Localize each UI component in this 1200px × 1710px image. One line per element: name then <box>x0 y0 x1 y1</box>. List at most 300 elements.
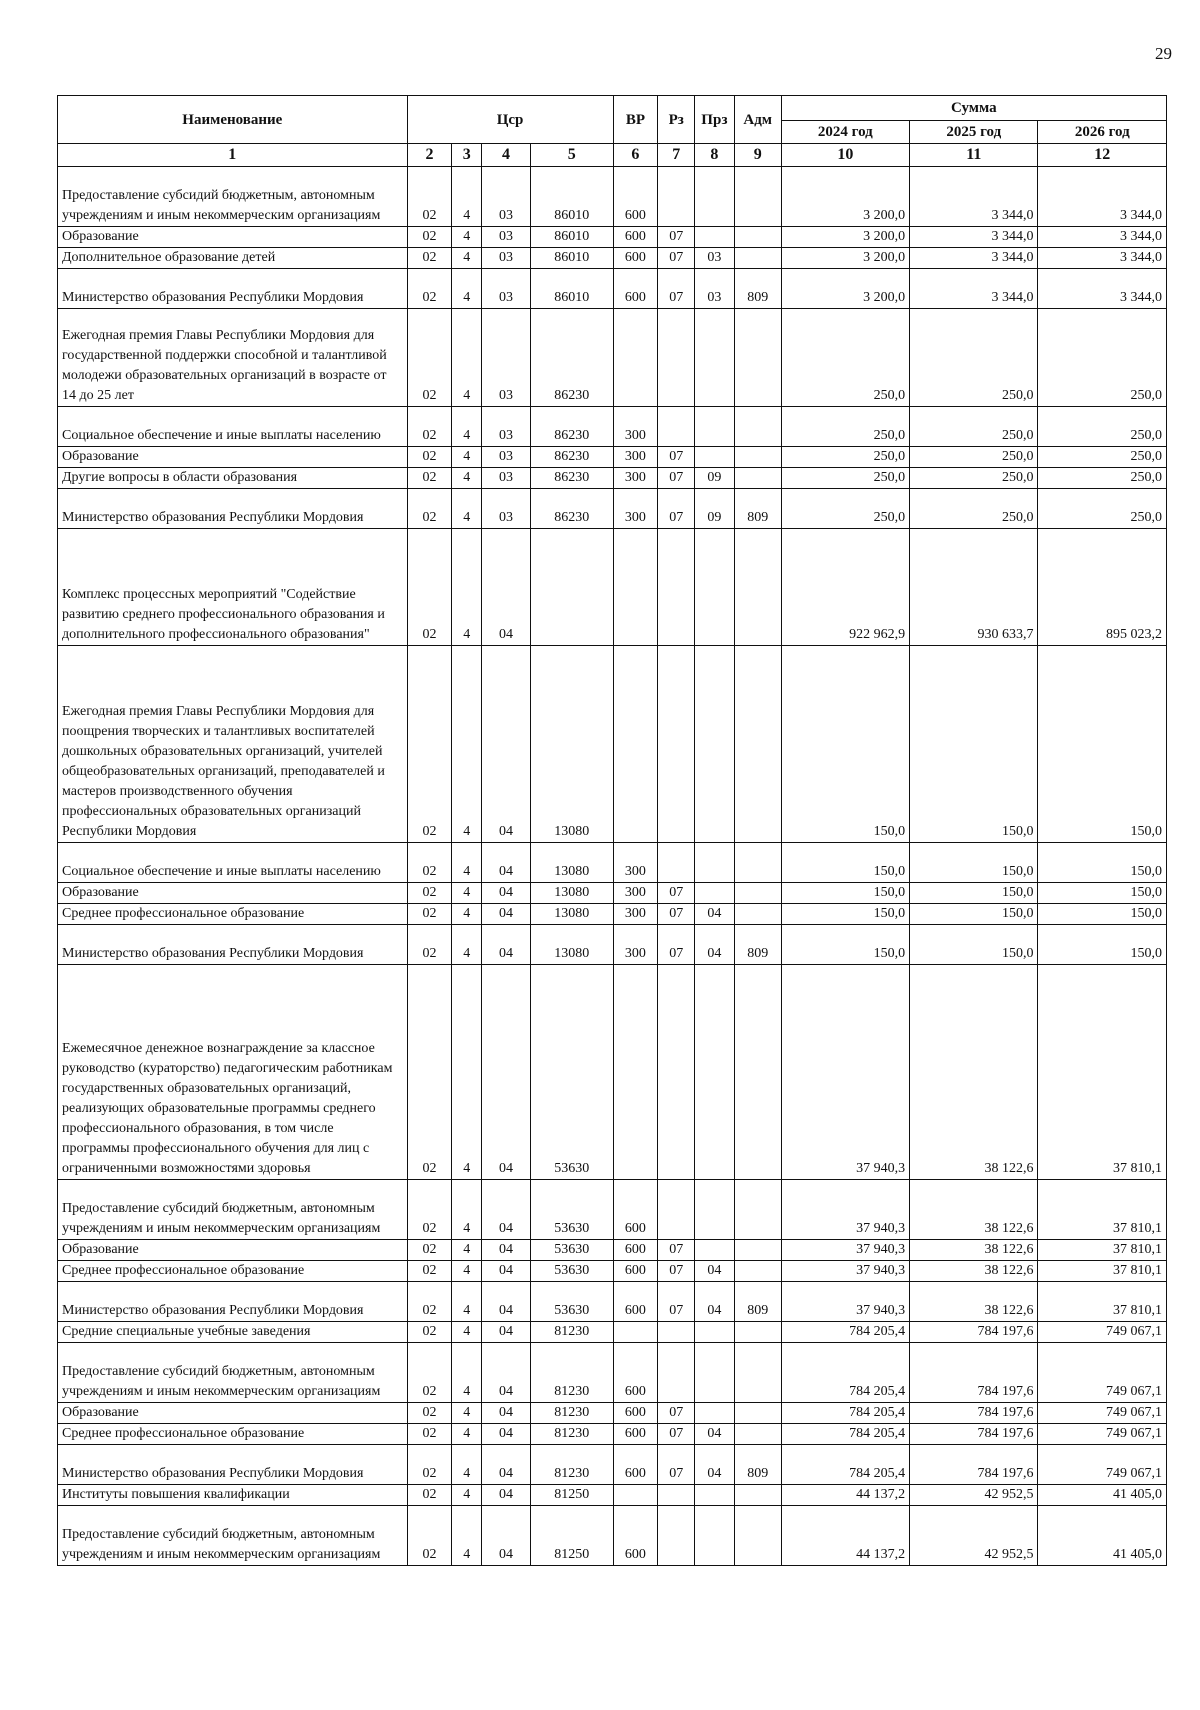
amount-2024: 44 137,2 <box>781 1506 909 1566</box>
table-row <box>58 1240 1167 1261</box>
table-row <box>58 167 1167 227</box>
amount-2026: 749 067,1 <box>1038 1343 1167 1403</box>
amount-2026: 250,0 <box>1038 309 1167 407</box>
csr-part-4: 04 <box>481 529 530 646</box>
amount-2025: 250,0 <box>910 489 1038 529</box>
csr-part-2: 02 <box>407 489 452 529</box>
amount-2025: 150,0 <box>910 904 1038 925</box>
amount-2026: 749 067,1 <box>1038 1403 1167 1424</box>
amount-2026: 37 810,1 <box>1038 1261 1167 1282</box>
prz-cell <box>695 309 735 407</box>
csr-part-5 <box>530 529 613 646</box>
csr-part-3: 4 <box>452 489 482 529</box>
csr-part-3: 4 <box>452 167 482 227</box>
amount-2024: 3 200,0 <box>781 227 909 248</box>
table-row <box>58 1506 1167 1566</box>
amount-2026: 150,0 <box>1038 883 1167 904</box>
column-number: 12 <box>1038 144 1167 167</box>
table-row <box>58 904 1167 925</box>
rz-cell: 07 <box>658 1240 695 1261</box>
column-number: 4 <box>481 144 530 167</box>
vr-cell: 600 <box>613 1445 658 1485</box>
table-row <box>58 646 1167 843</box>
csr-part-5: 53630 <box>530 1240 613 1261</box>
vr-cell: 300 <box>613 883 658 904</box>
row-name: Министерство образования Республики Мордовия <box>58 1282 408 1322</box>
amount-2026: 150,0 <box>1038 646 1167 843</box>
amount-2024: 250,0 <box>781 447 909 468</box>
table-row <box>58 1180 1167 1240</box>
csr-part-4: 03 <box>481 269 530 309</box>
csr-part-4: 04 <box>481 925 530 965</box>
csr-part-5: 13080 <box>530 904 613 925</box>
csr-part-5: 13080 <box>530 843 613 883</box>
csr-part-5: 81230 <box>530 1322 613 1343</box>
csr-part-4: 03 <box>481 468 530 489</box>
csr-part-3: 4 <box>452 309 482 407</box>
amount-2025: 150,0 <box>910 883 1038 904</box>
amount-2025: 250,0 <box>910 447 1038 468</box>
rz-cell: 07 <box>658 1282 695 1322</box>
amount-2026: 150,0 <box>1038 843 1167 883</box>
amount-2026: 3 344,0 <box>1038 248 1167 269</box>
amount-2024: 250,0 <box>781 407 909 447</box>
csr-part-4: 03 <box>481 248 530 269</box>
page-number: 29 <box>1155 44 1172 63</box>
adm-cell <box>734 1403 781 1424</box>
csr-part-2: 02 <box>407 1322 452 1343</box>
prz-cell <box>695 1343 735 1403</box>
amount-2025: 784 197,6 <box>910 1424 1038 1445</box>
amount-2024: 150,0 <box>781 925 909 965</box>
vr-cell: 600 <box>613 1424 658 1445</box>
row-name: Социальное обеспечение и иные выплаты населению <box>58 407 408 447</box>
prz-cell <box>695 1403 735 1424</box>
table-row <box>58 1445 1167 1485</box>
vr-cell <box>613 646 658 843</box>
csr-part-3: 4 <box>452 468 482 489</box>
csr-part-2: 02 <box>407 1403 452 1424</box>
table-row <box>58 447 1167 468</box>
table-row <box>58 468 1167 489</box>
row-name: Средние специальные учебные заведения <box>58 1322 408 1343</box>
rz-cell: 07 <box>658 1445 695 1485</box>
table-row <box>58 489 1167 529</box>
prz-cell: 04 <box>695 925 735 965</box>
table-row <box>58 227 1167 248</box>
row-name: Образование <box>58 447 408 468</box>
vr-cell <box>613 965 658 1180</box>
amount-2025: 3 344,0 <box>910 248 1038 269</box>
prz-cell <box>695 447 735 468</box>
csr-part-3: 4 <box>452 1180 482 1240</box>
table-row <box>58 1485 1167 1506</box>
prz-cell <box>695 965 735 1180</box>
csr-part-3: 4 <box>452 227 482 248</box>
rz-cell: 07 <box>658 1261 695 1282</box>
csr-part-3: 4 <box>452 1485 482 1506</box>
amount-2025: 784 197,6 <box>910 1322 1038 1343</box>
table-row <box>58 843 1167 883</box>
amount-2025: 38 122,6 <box>910 965 1038 1180</box>
amount-2026: 250,0 <box>1038 407 1167 447</box>
header-year-2025: 2025 год <box>910 121 1038 144</box>
adm-cell <box>734 529 781 646</box>
csr-part-4: 03 <box>481 309 530 407</box>
row-name: Образование <box>58 883 408 904</box>
row-name: Среднее профессиональное образование <box>58 904 408 925</box>
csr-part-3: 4 <box>452 883 482 904</box>
csr-part-2: 02 <box>407 1343 452 1403</box>
vr-cell: 600 <box>613 1506 658 1566</box>
csr-part-3: 4 <box>452 925 482 965</box>
vr-cell: 600 <box>613 269 658 309</box>
csr-part-4: 03 <box>481 407 530 447</box>
row-name: Министерство образования Республики Мордовия <box>58 1445 408 1485</box>
adm-cell <box>734 167 781 227</box>
csr-part-4: 04 <box>481 1403 530 1424</box>
amount-2026: 150,0 <box>1038 925 1167 965</box>
csr-part-5: 86010 <box>530 269 613 309</box>
csr-part-3: 4 <box>452 1343 482 1403</box>
rz-cell <box>658 1343 695 1403</box>
csr-part-2: 02 <box>407 1445 452 1485</box>
rz-cell <box>658 1506 695 1566</box>
column-number: 3 <box>452 144 482 167</box>
amount-2025: 150,0 <box>910 646 1038 843</box>
prz-cell <box>695 227 735 248</box>
csr-part-2: 02 <box>407 1282 452 1322</box>
prz-cell: 04 <box>695 1261 735 1282</box>
rz-cell: 07 <box>658 269 695 309</box>
csr-part-3: 4 <box>452 1403 482 1424</box>
row-name: Министерство образования Республики Мордовия <box>58 489 408 529</box>
table-row <box>58 883 1167 904</box>
vr-cell: 600 <box>613 167 658 227</box>
amount-2026: 749 067,1 <box>1038 1424 1167 1445</box>
amount-2025: 3 344,0 <box>910 269 1038 309</box>
column-number: 7 <box>658 144 695 167</box>
vr-cell: 600 <box>613 1240 658 1261</box>
csr-part-5: 86010 <box>530 248 613 269</box>
vr-cell <box>613 1322 658 1343</box>
csr-part-4: 04 <box>481 883 530 904</box>
amount-2026: 37 810,1 <box>1038 1180 1167 1240</box>
row-name: Министерство образования Республики Мордовия <box>58 269 408 309</box>
csr-part-3: 4 <box>452 1322 482 1343</box>
csr-part-5: 81250 <box>530 1485 613 1506</box>
csr-part-2: 02 <box>407 1261 452 1282</box>
table-row <box>58 1403 1167 1424</box>
amount-2025: 150,0 <box>910 843 1038 883</box>
adm-cell <box>734 904 781 925</box>
csr-part-3: 4 <box>452 1445 482 1485</box>
amount-2026: 3 344,0 <box>1038 269 1167 309</box>
prz-cell <box>695 883 735 904</box>
row-name: Ежегодная премия Главы Республики Мордовия для государственной поддержки способной и талантливой молодежи образовательных организаций в возрасте от 14 до 25 лет <box>58 309 408 407</box>
csr-part-4: 04 <box>481 646 530 843</box>
rz-cell <box>658 1485 695 1506</box>
rz-cell <box>658 407 695 447</box>
amount-2026: 749 067,1 <box>1038 1445 1167 1485</box>
header-vr: ВР <box>613 96 658 144</box>
prz-cell: 04 <box>695 1282 735 1322</box>
row-name: Среднее профессиональное образование <box>58 1261 408 1282</box>
row-name: Образование <box>58 1403 408 1424</box>
csr-part-4: 04 <box>481 904 530 925</box>
adm-cell <box>734 407 781 447</box>
amount-2026: 749 067,1 <box>1038 1322 1167 1343</box>
csr-part-2: 02 <box>407 529 452 646</box>
csr-part-3: 4 <box>452 965 482 1180</box>
prz-cell <box>695 1240 735 1261</box>
row-name: Предоставление субсидий бюджетным, автономным учреждениям и иным некоммерческим организациям <box>58 1343 408 1403</box>
csr-part-4: 04 <box>481 1282 530 1322</box>
csr-part-2: 02 <box>407 407 452 447</box>
table-row <box>58 309 1167 407</box>
table-body <box>58 167 1167 1566</box>
prz-cell <box>695 1485 735 1506</box>
amount-2024: 250,0 <box>781 489 909 529</box>
csr-part-3: 4 <box>452 269 482 309</box>
csr-part-2: 02 <box>407 1240 452 1261</box>
vr-cell: 300 <box>613 904 658 925</box>
amount-2025: 784 197,6 <box>910 1343 1038 1403</box>
csr-part-3: 4 <box>452 904 482 925</box>
csr-part-5: 13080 <box>530 925 613 965</box>
table-row <box>58 965 1167 1180</box>
csr-part-4: 03 <box>481 227 530 248</box>
header-rz: Рз <box>658 96 695 144</box>
vr-cell <box>613 529 658 646</box>
vr-cell: 300 <box>613 407 658 447</box>
adm-cell <box>734 1506 781 1566</box>
amount-2025: 42 952,5 <box>910 1506 1038 1566</box>
column-number: 1 <box>58 144 408 167</box>
amount-2024: 150,0 <box>781 904 909 925</box>
amount-2025: 250,0 <box>910 309 1038 407</box>
csr-part-4: 04 <box>481 1485 530 1506</box>
adm-cell <box>734 1180 781 1240</box>
amount-2026: 250,0 <box>1038 447 1167 468</box>
amount-2024: 922 962,9 <box>781 529 909 646</box>
csr-part-2: 02 <box>407 925 452 965</box>
row-name: Институты повышения квалификации <box>58 1485 408 1506</box>
header-prz: Прз <box>695 96 735 144</box>
adm-cell <box>734 965 781 1180</box>
prz-cell <box>695 407 735 447</box>
amount-2026: 37 810,1 <box>1038 1282 1167 1322</box>
adm-cell <box>734 227 781 248</box>
prz-cell <box>695 167 735 227</box>
table-row <box>58 1261 1167 1282</box>
amount-2025: 930 633,7 <box>910 529 1038 646</box>
amount-2024: 37 940,3 <box>781 1261 909 1282</box>
csr-part-2: 02 <box>407 468 452 489</box>
vr-cell: 600 <box>613 1343 658 1403</box>
vr-cell <box>613 309 658 407</box>
csr-part-3: 4 <box>452 1240 482 1261</box>
amount-2024: 150,0 <box>781 646 909 843</box>
csr-part-2: 02 <box>407 167 452 227</box>
table-row <box>58 1322 1167 1343</box>
amount-2025: 784 197,6 <box>910 1445 1038 1485</box>
csr-part-4: 04 <box>481 965 530 1180</box>
vr-cell: 600 <box>613 1403 658 1424</box>
csr-part-5: 53630 <box>530 1282 613 1322</box>
row-name: Социальное обеспечение и иные выплаты населению <box>58 843 408 883</box>
header-csr: Цср <box>407 96 613 144</box>
amount-2025: 38 122,6 <box>910 1240 1038 1261</box>
row-name: Ежемесячное денежное вознаграждение за классное руководство (кураторство) педагогическим работникам государственных образовательных организаций, реализующих образовательные программы среднего профессионального образования, в том числе программы профессионального обучения для лиц с ограниченными возможностями здоровья <box>58 965 408 1180</box>
amount-2024: 784 205,4 <box>781 1445 909 1485</box>
csr-part-2: 02 <box>407 646 452 843</box>
table-row <box>58 269 1167 309</box>
row-name: Предоставление субсидий бюджетным, автономным учреждениям и иным некоммерческим организациям <box>58 1180 408 1240</box>
header-adm: Адм <box>734 96 781 144</box>
amount-2024: 784 205,4 <box>781 1322 909 1343</box>
amount-2026: 41 405,0 <box>1038 1485 1167 1506</box>
rz-cell <box>658 309 695 407</box>
csr-part-5: 81230 <box>530 1445 613 1485</box>
amount-2025: 250,0 <box>910 468 1038 489</box>
adm-cell <box>734 248 781 269</box>
amount-2025: 3 344,0 <box>910 227 1038 248</box>
amount-2026: 3 344,0 <box>1038 227 1167 248</box>
adm-cell: 809 <box>734 1445 781 1485</box>
prz-cell <box>695 1180 735 1240</box>
amount-2026: 37 810,1 <box>1038 1240 1167 1261</box>
table-row <box>58 529 1167 646</box>
budget-table <box>57 95 1167 1566</box>
csr-part-4: 04 <box>481 843 530 883</box>
adm-cell <box>734 1424 781 1445</box>
rz-cell: 07 <box>658 1424 695 1445</box>
row-name: Образование <box>58 227 408 248</box>
amount-2026: 250,0 <box>1038 468 1167 489</box>
csr-part-4: 03 <box>481 167 530 227</box>
csr-part-3: 4 <box>452 248 482 269</box>
row-name: Предоставление субсидий бюджетным, автономным учреждениям и иным некоммерческим организациям <box>58 167 408 227</box>
vr-cell: 300 <box>613 843 658 883</box>
amount-2025: 3 344,0 <box>910 167 1038 227</box>
column-number: 5 <box>530 144 613 167</box>
csr-part-2: 02 <box>407 883 452 904</box>
column-number: 2 <box>407 144 452 167</box>
prz-cell <box>695 646 735 843</box>
csr-part-2: 02 <box>407 269 452 309</box>
csr-part-4: 04 <box>481 1322 530 1343</box>
csr-part-2: 02 <box>407 309 452 407</box>
rz-cell <box>658 167 695 227</box>
adm-cell <box>734 447 781 468</box>
amount-2025: 150,0 <box>910 925 1038 965</box>
amount-2024: 150,0 <box>781 883 909 904</box>
csr-part-2: 02 <box>407 1424 452 1445</box>
csr-part-2: 02 <box>407 965 452 1180</box>
prz-cell: 03 <box>695 269 735 309</box>
csr-part-4: 04 <box>481 1506 530 1566</box>
row-name: Образование <box>58 1240 408 1261</box>
csr-part-2: 02 <box>407 1485 452 1506</box>
adm-cell <box>734 1240 781 1261</box>
row-name: Комплекс процессных мероприятий "Содействие развитию среднего профессионального образования и дополнительного профессионального образования" <box>58 529 408 646</box>
amount-2024: 37 940,3 <box>781 1282 909 1322</box>
csr-part-5: 86230 <box>530 489 613 529</box>
rz-cell: 07 <box>658 904 695 925</box>
prz-cell <box>695 529 735 646</box>
amount-2024: 3 200,0 <box>781 248 909 269</box>
csr-part-5: 13080 <box>530 646 613 843</box>
amount-2024: 250,0 <box>781 468 909 489</box>
csr-part-5: 81230 <box>530 1424 613 1445</box>
prz-cell: 04 <box>695 1445 735 1485</box>
rz-cell <box>658 529 695 646</box>
csr-part-2: 02 <box>407 904 452 925</box>
amount-2025: 38 122,6 <box>910 1282 1038 1322</box>
amount-2026: 250,0 <box>1038 489 1167 529</box>
csr-part-5: 53630 <box>530 965 613 1180</box>
adm-cell: 809 <box>734 489 781 529</box>
rz-cell: 07 <box>658 489 695 529</box>
vr-cell: 600 <box>613 1180 658 1240</box>
rz-cell <box>658 843 695 883</box>
csr-part-4: 04 <box>481 1261 530 1282</box>
adm-cell <box>734 1322 781 1343</box>
prz-cell: 04 <box>695 904 735 925</box>
column-number-row <box>58 144 1167 167</box>
header-year-2024: 2024 год <box>781 121 909 144</box>
table-row <box>58 1343 1167 1403</box>
csr-part-4: 04 <box>481 1343 530 1403</box>
csr-part-5: 53630 <box>530 1261 613 1282</box>
adm-cell <box>734 309 781 407</box>
amount-2026: 37 810,1 <box>1038 965 1167 1180</box>
csr-part-4: 04 <box>481 1424 530 1445</box>
adm-cell <box>734 646 781 843</box>
row-name: Предоставление субсидий бюджетным, автономным учреждениям и иным некоммерческим организациям <box>58 1506 408 1566</box>
prz-cell: 09 <box>695 468 735 489</box>
csr-part-3: 4 <box>452 407 482 447</box>
csr-part-2: 02 <box>407 447 452 468</box>
rz-cell: 07 <box>658 1403 695 1424</box>
row-name: Другие вопросы в области образования <box>58 468 408 489</box>
amount-2026: 41 405,0 <box>1038 1506 1167 1566</box>
vr-cell: 300 <box>613 489 658 529</box>
csr-part-2: 02 <box>407 248 452 269</box>
csr-part-3: 4 <box>452 843 482 883</box>
rz-cell: 07 <box>658 468 695 489</box>
csr-part-5: 86230 <box>530 468 613 489</box>
prz-cell <box>695 1506 735 1566</box>
csr-part-3: 4 <box>452 447 482 468</box>
amount-2024: 44 137,2 <box>781 1485 909 1506</box>
csr-part-5: 13080 <box>530 883 613 904</box>
csr-part-2: 02 <box>407 1180 452 1240</box>
csr-part-5: 86010 <box>530 227 613 248</box>
prz-cell <box>695 843 735 883</box>
csr-part-3: 4 <box>452 529 482 646</box>
column-number: 9 <box>734 144 781 167</box>
vr-cell: 300 <box>613 925 658 965</box>
vr-cell: 600 <box>613 248 658 269</box>
csr-part-3: 4 <box>452 1424 482 1445</box>
amount-2026: 3 344,0 <box>1038 167 1167 227</box>
csr-part-5: 86230 <box>530 447 613 468</box>
amount-2024: 3 200,0 <box>781 167 909 227</box>
header-sum: Сумма <box>781 96 1166 121</box>
amount-2024: 37 940,3 <box>781 965 909 1180</box>
